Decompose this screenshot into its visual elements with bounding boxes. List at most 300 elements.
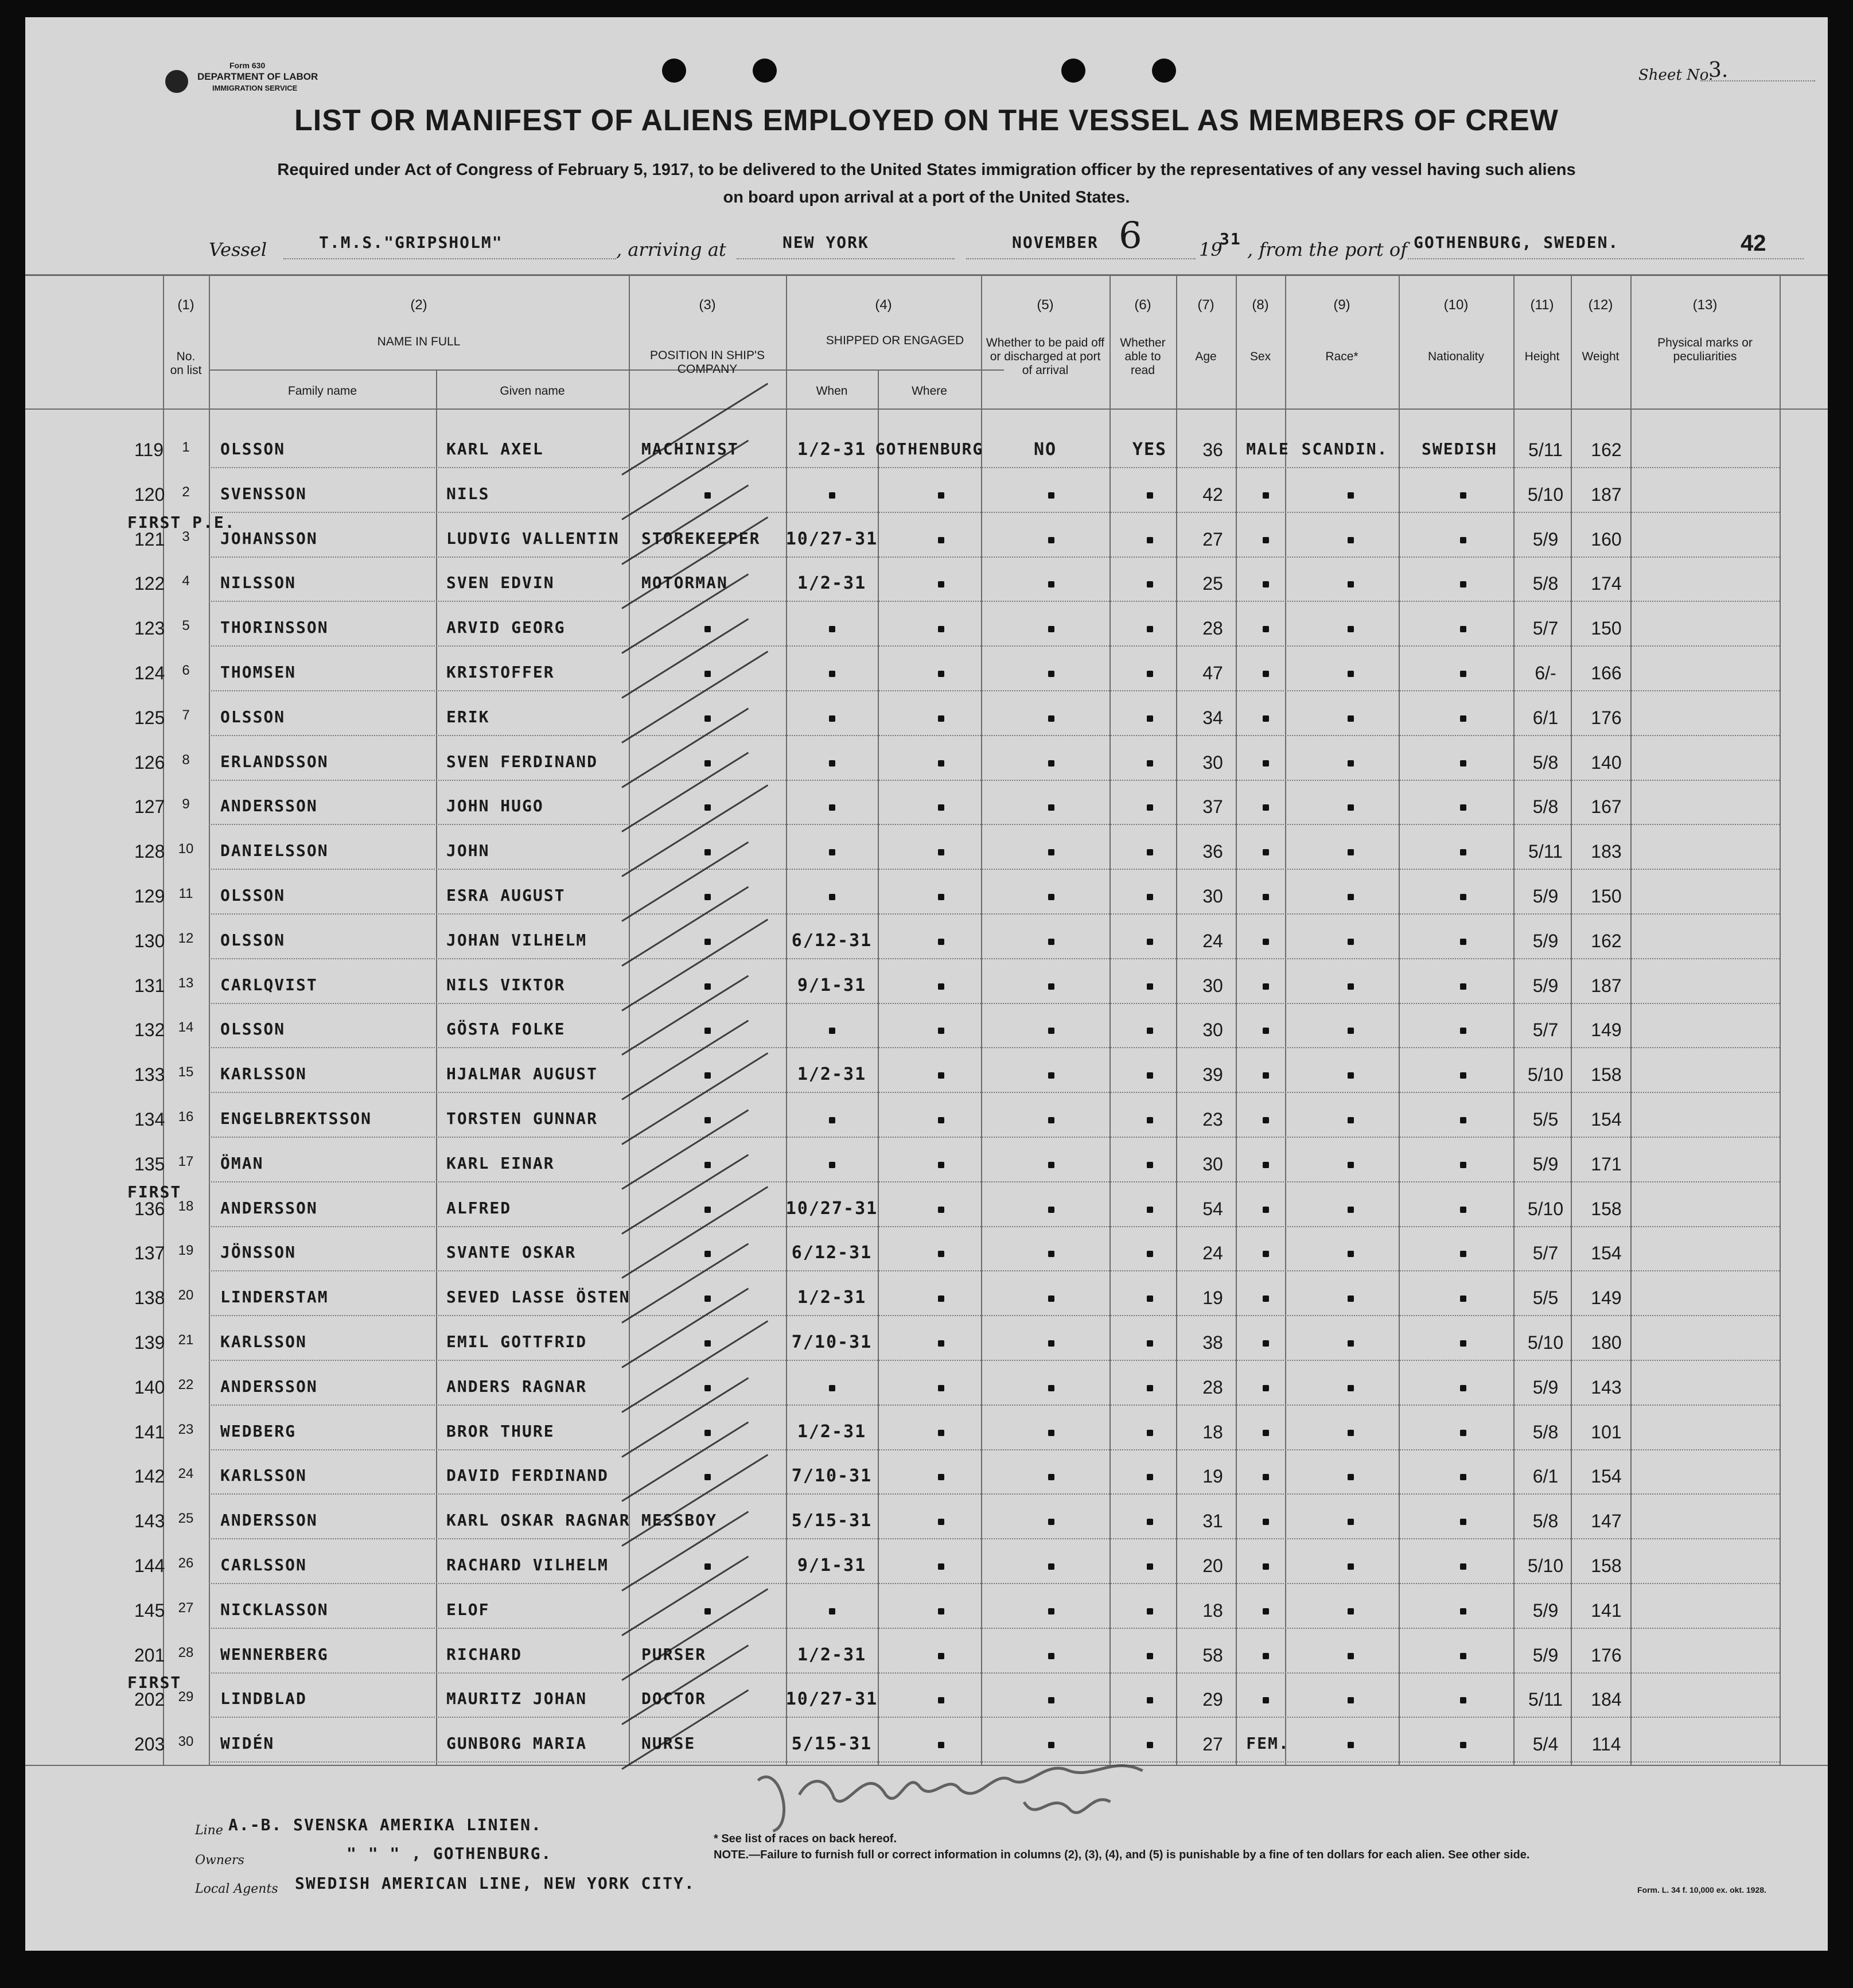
ditto-mark bbox=[938, 1207, 944, 1213]
row-rule bbox=[209, 1672, 1780, 1674]
col-num-5: (5) bbox=[1037, 297, 1054, 313]
arrival-month: NOVEMBER bbox=[1012, 233, 1099, 252]
row-ref-number: 126 bbox=[134, 752, 165, 773]
ditto-mark bbox=[938, 1697, 944, 1703]
row-age: 37 bbox=[1202, 796, 1223, 817]
row-given-name: SEVED LASSE ÖSTEN bbox=[446, 1287, 630, 1306]
row-family-name: ANDERSSON bbox=[220, 1377, 318, 1396]
check-slash bbox=[621, 1243, 749, 1323]
ditto-mark bbox=[1048, 1653, 1054, 1659]
ditto-mark bbox=[1263, 1653, 1269, 1659]
ditto-mark bbox=[1048, 1117, 1054, 1123]
row-family-name: OLSSON bbox=[220, 931, 286, 950]
ditto-mark bbox=[829, 715, 835, 722]
ditto-mark bbox=[1048, 1385, 1054, 1391]
ditto-mark bbox=[1147, 1340, 1153, 1347]
ditto-mark bbox=[938, 671, 944, 677]
row-rule bbox=[209, 645, 1780, 647]
ditto-mark bbox=[1348, 1117, 1354, 1123]
ditto-mark bbox=[1263, 804, 1269, 811]
ditto-mark bbox=[938, 1563, 944, 1570]
row-ref-number: 203 bbox=[134, 1734, 165, 1754]
row-rule bbox=[209, 780, 1780, 781]
row-given-name: KARL OSKAR RAGNAR bbox=[446, 1511, 630, 1530]
row-height: 5/10 bbox=[1527, 1064, 1564, 1085]
ditto-mark bbox=[1263, 894, 1269, 900]
ditto-mark bbox=[1147, 1028, 1153, 1034]
row-family-name: OLSSON bbox=[220, 707, 286, 726]
col-num-10: (10) bbox=[1443, 297, 1469, 313]
row-age: 30 bbox=[1202, 752, 1223, 773]
col-num-9: (9) bbox=[1333, 297, 1350, 313]
ditto-mark bbox=[1460, 1385, 1466, 1391]
row-rule bbox=[209, 1315, 1780, 1316]
row-ref-number: 122 bbox=[134, 573, 165, 594]
ditto-mark bbox=[1048, 1162, 1054, 1168]
ditto-mark bbox=[1263, 983, 1269, 990]
row-height: 6/- bbox=[1535, 663, 1556, 683]
ditto-mark bbox=[938, 1295, 944, 1302]
row-given-name: MAURITZ JOHAN bbox=[446, 1689, 587, 1708]
row-height: 5/9 bbox=[1532, 1377, 1559, 1398]
row-position: MOTORMAN bbox=[641, 573, 728, 592]
row-list-number: 6 bbox=[182, 663, 190, 678]
year-prefix: 19 bbox=[1199, 239, 1223, 260]
row-height: 5/5 bbox=[1532, 1287, 1559, 1308]
row-height: 5/9 bbox=[1532, 529, 1559, 550]
ditto-mark bbox=[704, 1340, 711, 1347]
row-shipped-when: 1/2-31 bbox=[797, 1645, 867, 1665]
row-shipped-when: 6/12-31 bbox=[791, 931, 873, 951]
ditto-mark bbox=[1263, 1072, 1269, 1079]
row-ref-number: 145 bbox=[134, 1600, 165, 1621]
row-height: 6/1 bbox=[1532, 1466, 1559, 1487]
ditto-mark bbox=[1348, 626, 1354, 632]
row-ref-number: 125 bbox=[134, 707, 165, 728]
row-age: 20 bbox=[1202, 1555, 1223, 1576]
ditto-mark bbox=[1048, 1430, 1054, 1436]
row-age: 42 bbox=[1202, 484, 1223, 505]
check-slash bbox=[621, 1186, 768, 1279]
row-list-number: 30 bbox=[178, 1734, 194, 1749]
header-nationality: Nationality bbox=[1427, 350, 1485, 363]
ditto-mark bbox=[829, 626, 835, 632]
check-slash bbox=[621, 1052, 768, 1145]
row-weight: 101 bbox=[1591, 1422, 1622, 1442]
ditto-mark bbox=[1460, 492, 1466, 499]
arriving-label: , arriving at bbox=[616, 239, 726, 260]
row-weight: 158 bbox=[1591, 1064, 1622, 1085]
row-given-name: LUDVIG VALLENTIN bbox=[446, 529, 620, 548]
row-ref-number: 136 bbox=[134, 1199, 165, 1219]
row-position: MESSBOY bbox=[641, 1511, 718, 1530]
ditto-mark bbox=[1263, 537, 1269, 543]
row-list-number: 15 bbox=[178, 1064, 194, 1080]
ditto-mark bbox=[704, 1207, 711, 1213]
ditto-mark bbox=[1048, 581, 1054, 588]
ditto-mark bbox=[829, 849, 835, 855]
row-given-name: ARVID GEORG bbox=[446, 618, 566, 637]
ditto-mark bbox=[1348, 492, 1354, 499]
check-slash bbox=[621, 919, 768, 1011]
row-rule bbox=[209, 557, 1780, 558]
row-height: 5/9 bbox=[1532, 931, 1559, 951]
row-given-name: NILS bbox=[446, 484, 490, 503]
ditto-mark bbox=[1048, 894, 1054, 900]
row-family-name: WIDÉN bbox=[220, 1734, 275, 1753]
check-slash bbox=[621, 383, 768, 476]
row-family-name: LINDBLAD bbox=[220, 1689, 307, 1708]
row-ref-number: 137 bbox=[134, 1243, 165, 1263]
check-slash bbox=[621, 484, 749, 565]
check-slash bbox=[621, 1588, 768, 1681]
line-label: Line bbox=[195, 1823, 223, 1838]
row-rule bbox=[209, 1493, 1780, 1495]
departure-port: GOTHENBURG, SWEDEN. bbox=[1414, 233, 1620, 252]
ditto-mark bbox=[1048, 492, 1054, 499]
col-num-6: (6) bbox=[1134, 297, 1151, 313]
row-shipped-when: 7/10-31 bbox=[791, 1466, 873, 1486]
ditto-mark bbox=[1348, 804, 1354, 811]
ditto-mark bbox=[1460, 1608, 1466, 1614]
ditto-mark bbox=[704, 1028, 711, 1034]
ditto-mark bbox=[704, 804, 711, 811]
row-rule bbox=[209, 601, 1780, 602]
ditto-mark bbox=[1263, 1519, 1269, 1525]
row-height: 5/4 bbox=[1532, 1734, 1559, 1754]
row-age: 47 bbox=[1202, 663, 1223, 683]
col-num-13: (13) bbox=[1692, 297, 1718, 313]
row-height: 5/7 bbox=[1532, 1243, 1559, 1263]
sheet-label: Sheet No. bbox=[1638, 67, 1714, 84]
punch-hole bbox=[662, 59, 686, 83]
row-weight: 176 bbox=[1591, 707, 1622, 728]
ditto-mark bbox=[1147, 1295, 1153, 1302]
ditto-mark bbox=[704, 671, 711, 677]
ditto-mark bbox=[938, 804, 944, 811]
check-slash bbox=[621, 1109, 749, 1189]
row-age: 29 bbox=[1202, 1689, 1223, 1710]
ditto-mark bbox=[1048, 804, 1054, 811]
row-age: 39 bbox=[1202, 1064, 1223, 1085]
punch-hole bbox=[753, 59, 777, 83]
ditto-mark bbox=[1348, 1028, 1354, 1034]
ditto-mark bbox=[938, 492, 944, 499]
row-height: 5/9 bbox=[1532, 1645, 1559, 1666]
row-family-name: SVENSSON bbox=[220, 484, 307, 503]
ditto-mark bbox=[938, 1028, 944, 1034]
row-weight: 143 bbox=[1591, 1377, 1622, 1398]
row-family-name: ENGELBREKTSSON bbox=[220, 1109, 372, 1128]
check-slash bbox=[621, 886, 749, 966]
row-shipped-where: GOTHENBURG bbox=[875, 439, 984, 458]
row-position: NURSE bbox=[641, 1734, 696, 1753]
row-rule bbox=[209, 958, 1780, 959]
row-given-name: ANDERS RAGNAR bbox=[446, 1377, 587, 1396]
row-height: 5/8 bbox=[1532, 1511, 1559, 1531]
row-ref-number: 134 bbox=[134, 1109, 165, 1130]
row-family-name: WEDBERG bbox=[220, 1422, 297, 1441]
row-family-name: NICKLASSON bbox=[220, 1600, 329, 1619]
row-given-name: RICHARD bbox=[446, 1645, 523, 1664]
row-rule bbox=[209, 735, 1780, 736]
check-slash bbox=[621, 1320, 768, 1413]
ditto-mark bbox=[1460, 1474, 1466, 1480]
row-given-name: BROR THURE bbox=[446, 1422, 555, 1441]
row-shipped-when: 1/2-31 bbox=[797, 1287, 867, 1308]
ditto-mark bbox=[938, 1430, 944, 1436]
ditto-mark bbox=[1460, 939, 1466, 945]
row-height: 5/10 bbox=[1527, 1555, 1564, 1576]
vessel-label: Vessel bbox=[209, 239, 267, 260]
row-rule bbox=[209, 467, 1780, 468]
row-shipped-when: 5/15-31 bbox=[791, 1734, 873, 1754]
row-height: 5/9 bbox=[1532, 886, 1559, 907]
header-able-to-read: Whether able to read bbox=[1120, 336, 1166, 377]
row-list-number: 21 bbox=[178, 1332, 194, 1348]
ditto-mark bbox=[1263, 1697, 1269, 1703]
row-list-number: 19 bbox=[178, 1243, 194, 1258]
arrival-day: 6 bbox=[1119, 215, 1142, 257]
ditto-mark bbox=[1048, 939, 1054, 945]
row-family-name: JÖNSSON bbox=[220, 1243, 297, 1262]
year-suffix: 31 bbox=[1220, 229, 1241, 248]
ditto-mark bbox=[1460, 1653, 1466, 1659]
row-age: 58 bbox=[1202, 1645, 1223, 1666]
ditto-mark bbox=[704, 1430, 711, 1436]
ditto-mark bbox=[1147, 804, 1153, 811]
vessel-name: T.M.S."GRIPSHOLM" bbox=[319, 233, 503, 252]
row-height: 5/11 bbox=[1528, 841, 1563, 862]
ditto-mark bbox=[1263, 849, 1269, 855]
row-list-number: 17 bbox=[178, 1154, 194, 1169]
row-height: 5/10 bbox=[1527, 1199, 1564, 1219]
row-rule bbox=[209, 512, 1780, 513]
ditto-mark bbox=[938, 849, 944, 855]
ditto-mark bbox=[1348, 671, 1354, 677]
row-rule bbox=[209, 1270, 1780, 1271]
ditto-mark bbox=[1048, 626, 1054, 632]
row-rule bbox=[209, 1181, 1780, 1182]
ditto-mark bbox=[1147, 1697, 1153, 1703]
row-ref-number: 123 bbox=[134, 618, 165, 639]
stamp-number: 42 bbox=[1741, 231, 1766, 256]
row-age: 24 bbox=[1202, 1243, 1223, 1263]
ditto-mark bbox=[1147, 983, 1153, 990]
row-given-name: SVEN FERDINAND bbox=[446, 752, 598, 771]
row-nationality: SWEDISH bbox=[1421, 439, 1498, 458]
ditto-mark bbox=[1348, 849, 1354, 855]
row-paid-off: NO bbox=[1033, 439, 1057, 460]
ditto-mark bbox=[1048, 1295, 1054, 1302]
row-shipped-when: 1/2-31 bbox=[797, 1422, 867, 1442]
row-ref-number: 141 bbox=[134, 1422, 165, 1442]
row-weight: 183 bbox=[1591, 841, 1622, 862]
row-ref-number: 119 bbox=[134, 439, 164, 460]
check-slash bbox=[621, 1421, 749, 1501]
row-rule bbox=[209, 1137, 1780, 1138]
owners-label: Owners bbox=[195, 1853, 244, 1868]
check-slash bbox=[621, 752, 749, 832]
ditto-mark bbox=[1348, 1072, 1354, 1079]
row-rule bbox=[209, 1583, 1780, 1584]
row-weight: 114 bbox=[1591, 1734, 1621, 1754]
row-list-number: 12 bbox=[178, 931, 194, 946]
row-ref-number: 140 bbox=[134, 1377, 165, 1398]
row-age: 31 bbox=[1202, 1511, 1223, 1531]
ditto-mark bbox=[938, 760, 944, 767]
ditto-mark bbox=[1147, 492, 1153, 499]
col-num-12: (12) bbox=[1588, 297, 1613, 313]
ditto-mark bbox=[1048, 715, 1054, 722]
ditto-mark bbox=[704, 1162, 711, 1168]
ditto-mark bbox=[1147, 1519, 1153, 1525]
check-slash bbox=[621, 618, 749, 698]
ditto-mark bbox=[1460, 849, 1466, 855]
check-slash bbox=[621, 1154, 749, 1234]
arriving-port: NEW YORK bbox=[783, 233, 869, 252]
row-height: 6/1 bbox=[1532, 707, 1559, 728]
row-list-number: 27 bbox=[178, 1600, 194, 1616]
row-list-number: 29 bbox=[178, 1689, 194, 1705]
ditto-mark bbox=[829, 671, 835, 677]
row-shipped-when: 6/12-31 bbox=[791, 1243, 873, 1263]
row-given-name: ELOF bbox=[446, 1600, 490, 1619]
ditto-mark bbox=[1147, 894, 1153, 900]
ditto-mark bbox=[1348, 537, 1354, 543]
fine-note: NOTE.—Failure to furnish full or correct information in columns (2), (3), (4), and (5) is punishable by a fine of ten dollars for each alien. See other side. bbox=[714, 1849, 1530, 1861]
ditto-mark bbox=[1048, 849, 1054, 855]
row-list-number: 28 bbox=[178, 1645, 194, 1660]
header-shipped: SHIPPED OR ENGAGED bbox=[826, 334, 964, 347]
punch-hole bbox=[1152, 59, 1176, 83]
department-name: DEPARTMENT OF LABOR bbox=[197, 71, 318, 82]
row-list-number: 3 bbox=[182, 529, 190, 544]
manifest-sheet bbox=[25, 17, 1828, 1951]
ditto-mark bbox=[1348, 894, 1354, 900]
row-shipped-when: 10/27-31 bbox=[785, 1199, 878, 1219]
ditto-mark bbox=[1147, 1117, 1153, 1123]
ditto-mark bbox=[1048, 1519, 1054, 1525]
row-family-name: CARLSSON bbox=[220, 1555, 307, 1574]
ditto-mark bbox=[1048, 1608, 1054, 1614]
row-age: 36 bbox=[1202, 841, 1223, 862]
row-shipped-when: 9/1-31 bbox=[797, 975, 867, 995]
ditto-mark bbox=[938, 939, 944, 945]
ditto-mark bbox=[938, 626, 944, 632]
row-family-name: CARLQVIST bbox=[220, 975, 318, 994]
ditto-mark bbox=[704, 849, 711, 855]
row-age: 28 bbox=[1202, 1377, 1223, 1398]
ditto-mark bbox=[1147, 1072, 1153, 1079]
row-list-number: 18 bbox=[178, 1199, 194, 1214]
row-list-number: 26 bbox=[178, 1555, 194, 1571]
col-num-8: (8) bbox=[1252, 297, 1269, 313]
ditto-mark bbox=[1048, 1697, 1054, 1703]
row-family-name: THORINSSON bbox=[220, 618, 329, 637]
row-annotation: FIRST P.E. bbox=[127, 513, 236, 532]
row-family-name: ERLANDSSON bbox=[220, 752, 329, 771]
ditto-mark bbox=[1348, 983, 1354, 990]
row-weight: 160 bbox=[1591, 529, 1622, 550]
row-weight: 187 bbox=[1591, 484, 1622, 505]
row-height: 5/8 bbox=[1532, 1422, 1559, 1442]
ditto-mark bbox=[1263, 1117, 1269, 1123]
ditto-mark bbox=[1460, 1162, 1466, 1168]
ditto-mark bbox=[829, 760, 835, 767]
row-height: 5/8 bbox=[1532, 796, 1559, 817]
col-num-3: (3) bbox=[699, 297, 716, 313]
ditto-mark bbox=[1263, 760, 1269, 767]
ditto-mark bbox=[829, 1608, 835, 1614]
ditto-mark bbox=[1048, 983, 1054, 990]
ditto-mark bbox=[1147, 760, 1153, 767]
ditto-mark bbox=[704, 760, 711, 767]
ditto-mark bbox=[1048, 1251, 1054, 1257]
row-list-number: 9 bbox=[182, 796, 190, 812]
ditto-mark bbox=[938, 1519, 944, 1525]
row-age: 18 bbox=[1202, 1600, 1223, 1621]
ditto-mark bbox=[704, 1563, 711, 1570]
row-ref-number: 128 bbox=[134, 841, 165, 862]
row-given-name: EMIL GOTTFRID bbox=[446, 1332, 587, 1351]
row-family-name: JOHANSSON bbox=[220, 529, 318, 548]
row-age: 54 bbox=[1202, 1199, 1223, 1219]
row-height: 5/9 bbox=[1532, 1600, 1559, 1621]
ditto-mark bbox=[1348, 1430, 1354, 1436]
ditto-mark bbox=[1460, 1697, 1466, 1703]
row-height: 5/7 bbox=[1532, 618, 1559, 639]
ditto-mark bbox=[1460, 1117, 1466, 1123]
row-list-number: 8 bbox=[182, 752, 190, 768]
row-age: 28 bbox=[1202, 618, 1223, 639]
subtitle-line-1: Required under Act of Congress of February 5, 1917, to be delivered to the United States immigration officer by the representatives of any vessel having such aliens bbox=[277, 161, 1576, 179]
row-list-number: 10 bbox=[178, 841, 194, 857]
row-given-name: ALFRED bbox=[446, 1199, 512, 1217]
ditto-mark bbox=[1263, 1563, 1269, 1570]
row-rule bbox=[209, 690, 1780, 691]
header-family-name: Family name bbox=[287, 384, 357, 398]
row-rule bbox=[209, 1047, 1780, 1048]
ditto-mark bbox=[1460, 983, 1466, 990]
ditto-mark bbox=[938, 894, 944, 900]
row-given-name: TORSTEN GUNNAR bbox=[446, 1109, 598, 1128]
subtitle-line-2: on board upon arrival at a port of the United States. bbox=[723, 188, 1130, 207]
row-weight: 158 bbox=[1591, 1199, 1622, 1219]
ditto-mark bbox=[1263, 1028, 1269, 1034]
row-sex: FEM. bbox=[1246, 1734, 1290, 1753]
row-weight: 184 bbox=[1591, 1689, 1622, 1710]
header-position: POSITION IN SHIP'S COMPANY bbox=[649, 349, 765, 376]
ditto-mark bbox=[1348, 1340, 1354, 1347]
ditto-mark bbox=[1348, 1251, 1354, 1257]
form-reference: Form. L. 34 f. 10,000 ex. okt. 1928. bbox=[1637, 1885, 1766, 1894]
ditto-mark bbox=[704, 983, 711, 990]
ditto-mark bbox=[938, 1653, 944, 1659]
ditto-mark bbox=[1048, 1340, 1054, 1347]
ditto-mark bbox=[938, 1117, 944, 1123]
ditto-mark bbox=[704, 1117, 711, 1123]
row-height: 5/8 bbox=[1532, 573, 1559, 594]
row-rule bbox=[209, 1360, 1780, 1361]
owners-name: " " " , GOTHENBURG. bbox=[347, 1844, 552, 1863]
row-list-number: 11 bbox=[178, 886, 193, 901]
row-list-number: 5 bbox=[182, 618, 190, 633]
check-slash bbox=[621, 1555, 749, 1636]
ditto-mark bbox=[938, 983, 944, 990]
ditto-mark bbox=[1460, 1430, 1466, 1436]
ditto-mark bbox=[1147, 1162, 1153, 1168]
